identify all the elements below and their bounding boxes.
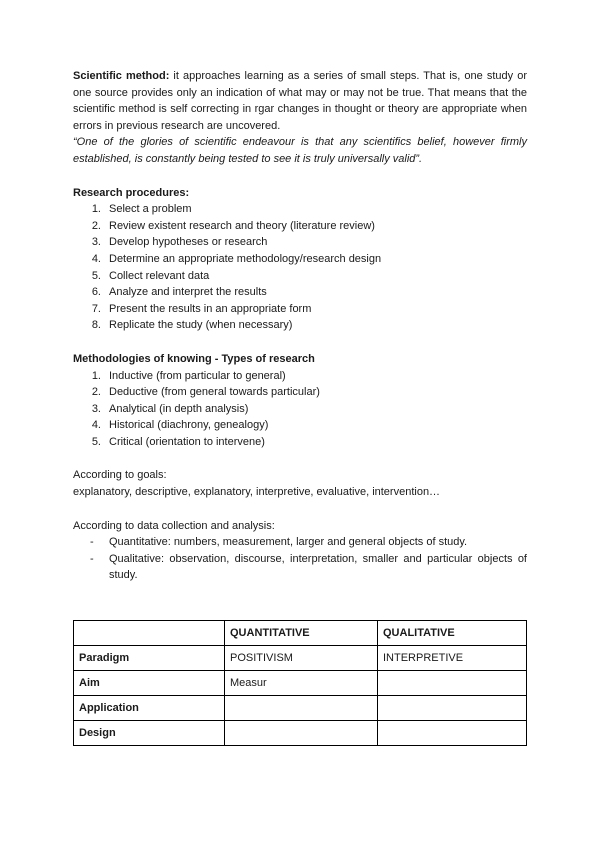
intro-quote: “One of the glories of scientific endeavour is that any scientifics belief, however firmly established, is constantly being tested to see it is truly universally valid”.	[73, 136, 527, 165]
intro-text: it approaches learning as a series of small steps. That is, one study or one source provides only an indication of what may or may not be true. That means that the scientific method is self correcting in rgar changes in thought or theory are appropriate when errors in previous research are uncovered.	[73, 70, 527, 132]
table-row	[74, 696, 527, 721]
goals-heading: According to goals:	[73, 469, 167, 482]
table-corner-cell	[74, 621, 225, 646]
list-item: 5. Collect relevant data	[91, 269, 210, 282]
list-item: 1. Inductive (from particular to general)	[91, 369, 286, 382]
methodologies-heading: Methodologies of knowing - Types of research	[73, 352, 315, 365]
list-item: - Quantitative: numbers, measurement, larger and general objects of study.	[90, 536, 468, 549]
row-label: Application	[74, 696, 225, 721]
qualitative-cell	[378, 721, 527, 746]
goals-text: explanatory, descriptive, explanatory, interpretive, evaluative, intervention…	[73, 486, 441, 499]
qualitative-cell	[378, 671, 527, 696]
quantitative-cell: Measur	[225, 671, 378, 696]
header-qualitative: QUALITATIVE	[378, 621, 527, 646]
list-item: 8. Replicate the study (when necessary)	[91, 319, 293, 332]
table-header-row	[74, 621, 527, 646]
quantitative-cell: POSITIVISM	[225, 646, 378, 671]
qualitative-cell	[378, 696, 527, 721]
procedures-list	[73, 201, 527, 334]
table-row	[74, 721, 527, 746]
list-item: 4. Historical (diachrony, genealogy)	[91, 419, 269, 432]
list-item: 3. Analytical (in depth analysis)	[91, 402, 249, 415]
comparison-table	[73, 620, 527, 746]
data-collection-list	[73, 534, 527, 584]
list-item: 4. Determine an appropriate methodology/research design	[91, 252, 382, 265]
list-item: 6. Analyze and interpret the results	[91, 286, 267, 299]
quantitative-cell	[225, 696, 378, 721]
list-item: 1. Select a problem	[91, 203, 192, 216]
row-label: Design	[74, 721, 225, 746]
list-item: - Qualitative: observation, discourse, interpretation, smaller and particular objects of study.	[90, 552, 527, 582]
list-item: 5. Critical (orientation to intervene)	[91, 435, 265, 448]
qualitative-cell: INTERPRETIVE	[378, 646, 527, 671]
list-item: 2. Deductive (from general towards particular)	[91, 386, 320, 399]
row-label: Paradigm	[74, 646, 225, 671]
header-quantitative: QUANTITATIVE	[225, 621, 378, 646]
list-item: 2. Review existent research and theory (literature review)	[91, 219, 375, 232]
data-collection-heading: According to data collection and analysis:	[73, 519, 275, 532]
table-row	[74, 646, 527, 671]
list-item: 7. Present the results in an appropriate form	[91, 302, 312, 315]
document-body	[73, 68, 527, 584]
table-row	[74, 671, 527, 696]
intro-paragraph	[73, 68, 527, 134]
row-label: Aim	[74, 671, 225, 696]
procedures-heading: Research procedures:	[73, 186, 190, 199]
intro-term: Scientific method:	[73, 70, 170, 82]
quantitative-cell	[225, 721, 378, 746]
methodologies-list	[73, 368, 527, 451]
list-item: 3. Develop hypotheses or research	[91, 236, 268, 249]
